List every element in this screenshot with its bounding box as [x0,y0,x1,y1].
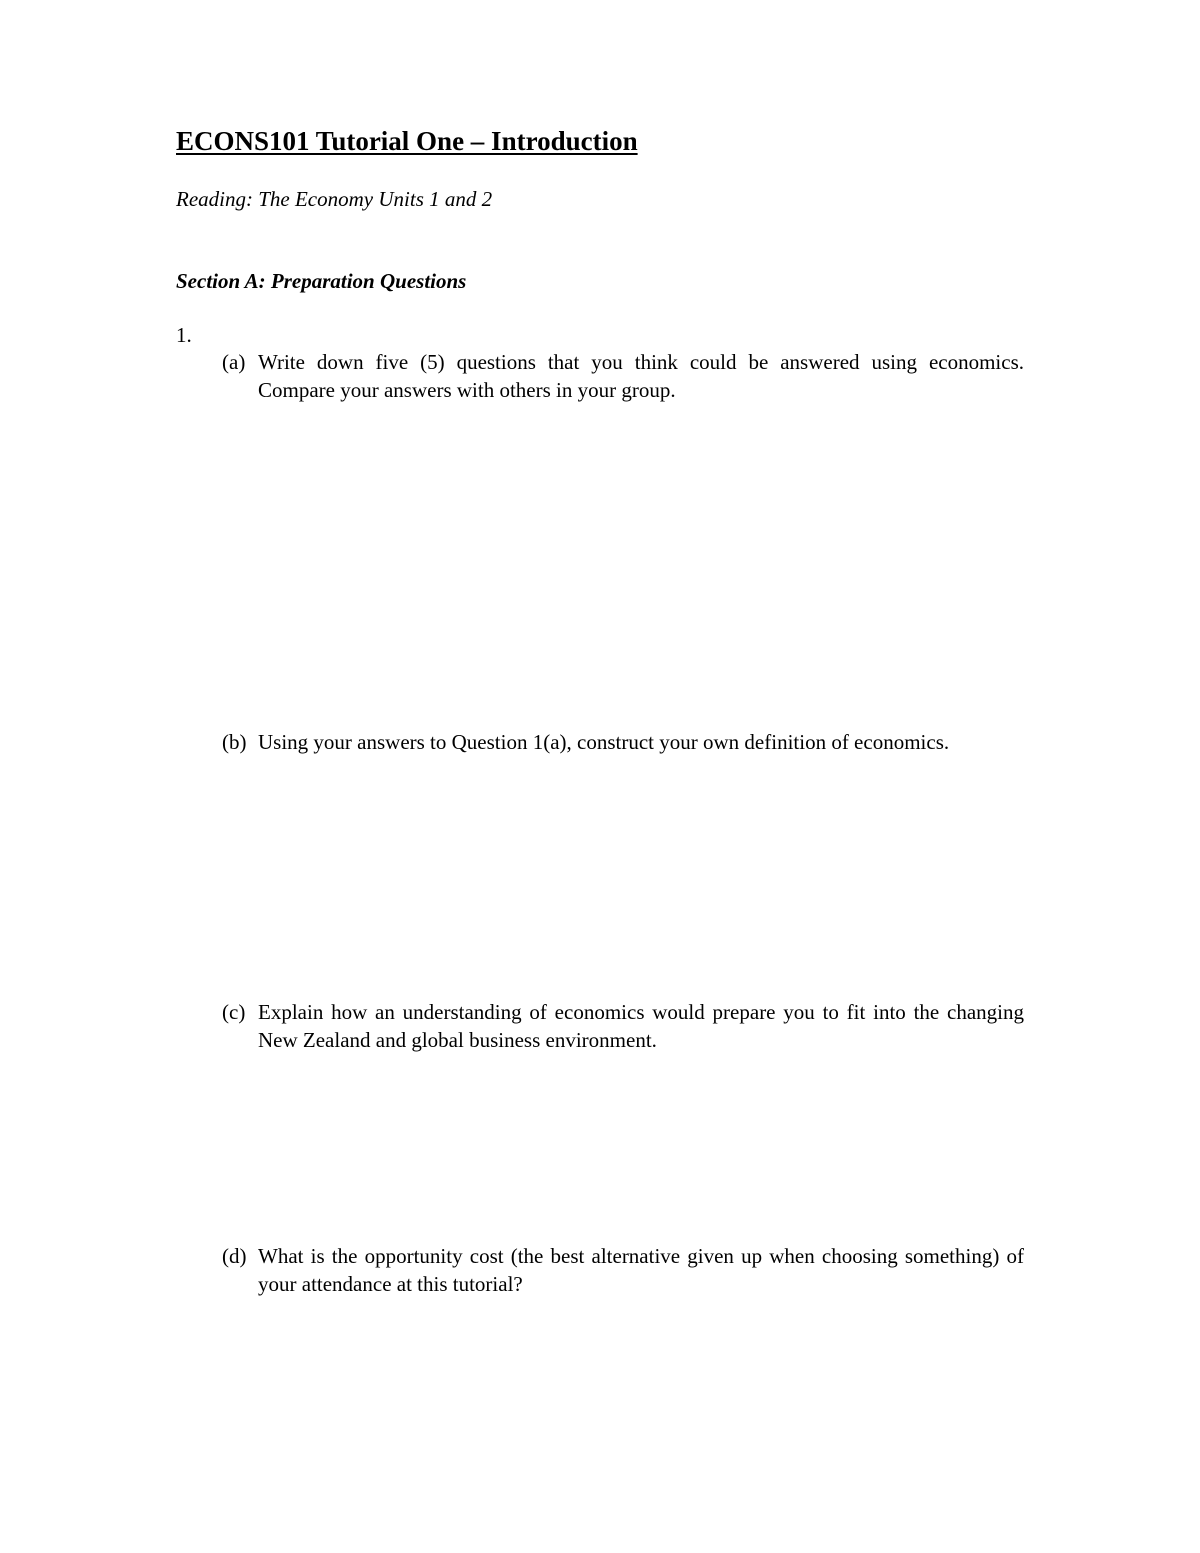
reading-reference: Reading: The Economy Units 1 and 2 [176,187,493,211]
subquestion-label: (b) [222,730,247,754]
subquestion-d [222,1242,1024,1298]
question-number: 1. [176,323,192,347]
subquestion-a [222,348,1024,404]
subquestion-text: Explain how an understanding of economics would prepare you to fit into the changing New Zealand and global business environment. [258,1000,1024,1052]
subquestion-label: (d) [222,1244,247,1268]
subquestion-text: What is the opportunity cost (the best alternative given up when choosing something) of your attendance at this tutorial? [258,1244,1024,1296]
subquestion-text: Using your answers to Question 1(a), construct your own definition of economics. [258,730,950,754]
subquestion-text: Write down five (5) questions that you think could be answered using economics. Compare your answers with others in your group. [258,350,1024,402]
section-heading: Section A: Preparation Questions [176,269,467,293]
subquestion-c [222,998,1024,1054]
page-title: ECONS101 Tutorial One – Introduction [176,126,638,156]
subquestion-b [222,728,1024,756]
subquestion-label: (a) [222,350,246,374]
subquestion-label: (c) [222,1000,246,1024]
